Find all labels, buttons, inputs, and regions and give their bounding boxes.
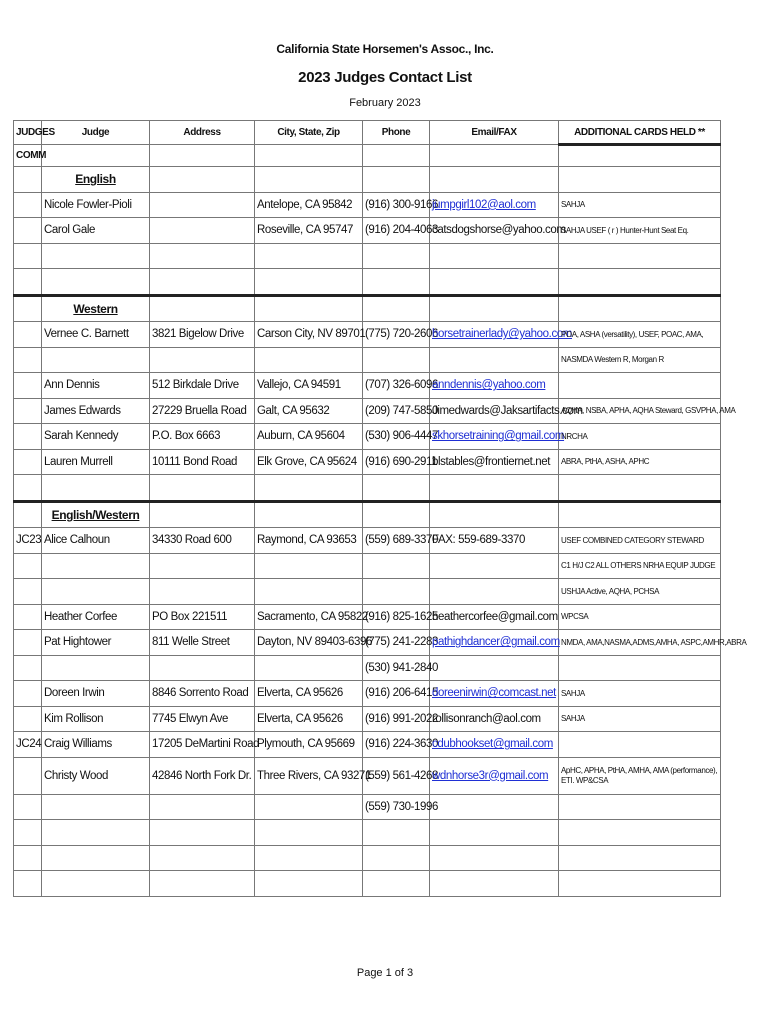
address-cell: 27229 Bruella Road — [150, 398, 255, 424]
email-cell: FAX: 559-689-3370 — [430, 528, 559, 554]
table-row — [14, 322, 721, 348]
phone-cell: (916) 991-2022 — [363, 706, 430, 732]
cards-cell — [559, 373, 721, 399]
col-header-comm: COMM — [14, 145, 42, 167]
table-row — [14, 192, 721, 218]
table-row — [14, 655, 721, 681]
empty-row — [14, 269, 721, 296]
city-cell: Antelope, CA 95842 — [255, 192, 363, 218]
col-header-email: Email/FAX — [430, 121, 559, 145]
cards-cell — [559, 655, 721, 681]
comm-cell — [14, 630, 42, 656]
judge-name-cell: Carol Gale — [42, 218, 150, 244]
cards-cell: NRCHA — [559, 424, 721, 450]
cards-cell: AQHA, NSBA, APHA, AQHA Steward, GSVPHA, AMA — [559, 398, 721, 424]
empty-row — [14, 243, 721, 269]
comm-cell — [14, 398, 42, 424]
table-row — [14, 630, 721, 656]
city-cell: Elk Grove, CA 95624 — [255, 449, 363, 475]
email-cell — [430, 655, 559, 681]
phone-cell: (707) 326-6096 — [363, 373, 430, 399]
section-english: English — [42, 167, 150, 193]
comm-cell — [14, 794, 42, 820]
phone-cell: (775) 720-2606 — [363, 322, 430, 348]
email-link[interactable]: pathighdancer@gmail.com — [432, 636, 560, 649]
phone-cell: (530) 906-4447 — [363, 424, 430, 450]
section-row — [14, 295, 721, 322]
cards-cell: ApHC, APHA, PtHA, AMHA, AMA (performance), ETI. WP&CSA — [559, 757, 721, 794]
comm-cell — [14, 579, 42, 605]
cards-cell: WPCSA — [559, 604, 721, 630]
city-cell: Three Rivers, CA 93271 — [255, 757, 363, 794]
email-link[interactable]: wdnhorse3r@gmail.com — [432, 769, 549, 782]
email-link[interactable]: skhorsetraining@gmail.com — [432, 430, 565, 443]
cards-cell: SAHJA — [559, 192, 721, 218]
table-row — [14, 528, 721, 554]
document-date: February 2023 — [349, 97, 421, 109]
email-cell — [430, 553, 559, 579]
city-cell: Sacramento, CA 95822 — [255, 604, 363, 630]
judge-name-cell — [42, 553, 150, 579]
email-cell: catsdogshorse@yahoo.com — [430, 218, 559, 244]
comm-cell — [14, 681, 42, 707]
address-cell: P.O. Box 6663 — [150, 424, 255, 450]
phone-cell: (916) 300-9166 — [363, 192, 430, 218]
city-cell: Dayton, NV 89403-6396 — [255, 630, 363, 656]
email-cell — [430, 681, 559, 707]
table-row — [14, 398, 721, 424]
comm-cell — [14, 322, 42, 348]
email-cell — [430, 192, 559, 218]
email-cell — [430, 322, 572, 348]
email-cell — [430, 424, 565, 450]
email-cell — [430, 347, 559, 373]
table-row — [14, 347, 721, 373]
judge-name-cell — [42, 794, 150, 820]
section-row — [14, 167, 721, 193]
judge-name-cell: Kim Rollison — [42, 706, 150, 732]
city-cell — [255, 553, 363, 579]
judge-name-cell: James Edwards — [42, 398, 150, 424]
col-header-judges: JUDGES — [14, 121, 42, 145]
empty-row — [14, 475, 721, 502]
address-cell: 512 Birkdale Drive — [150, 373, 255, 399]
city-cell: Carson City, NV 89701 — [255, 322, 363, 348]
judge-name-cell: Alice Calhoun — [42, 528, 150, 554]
cards-cell: C1 H/J C2 ALL OTHERS NRHA EQUIP JUDGE — [559, 553, 721, 579]
phone-cell — [363, 579, 430, 605]
address-cell — [150, 794, 255, 820]
cards-cell: USEF COMBINED CATEGORY STEWARD — [559, 528, 721, 554]
judge-name-cell — [42, 347, 150, 373]
address-cell: 42846 North Fork Dr. — [150, 757, 255, 794]
table-row — [14, 732, 721, 758]
judge-name-cell: Lauren Murrell — [42, 449, 150, 475]
judge-name-cell: Heather Corfee — [42, 604, 150, 630]
judge-name-cell: Doreen Irwin — [42, 681, 150, 707]
cards-cell: NMDA, AMA,NASMA,ADMS,AMHA, ASPC,AMHR,ABRA — [559, 630, 721, 656]
comm-cell — [14, 347, 42, 373]
email-link[interactable]: horsetrainerlady@yahoo.com — [432, 328, 572, 341]
cards-cell — [559, 732, 721, 758]
cards-cell: SAHJA USEF ( r ) Hunter-Hunt Seat Eq. — [559, 218, 721, 244]
phone-cell: (530) 941-2840 — [363, 655, 430, 681]
city-cell: Plymouth, CA 95669 — [255, 732, 363, 758]
email-cell: heathercorfee@gmail.com — [430, 604, 559, 630]
address-cell — [150, 553, 255, 579]
comm-cell — [14, 218, 42, 244]
email-cell: blstables@frontiernet.net — [430, 449, 559, 475]
col-header-city: City, State, Zip — [255, 121, 363, 145]
table-row — [14, 706, 721, 732]
phone-cell: (559) 689-3370 — [363, 528, 430, 554]
email-cell — [430, 579, 559, 605]
comm-cell — [14, 655, 42, 681]
city-cell: Galt, CA 95632 — [255, 398, 363, 424]
empty-row — [14, 845, 721, 871]
cards-cell: NASMDA Western R, Morgan R — [559, 347, 721, 373]
comm-cell — [14, 604, 42, 630]
city-cell — [255, 655, 363, 681]
comm-cell — [14, 449, 42, 475]
phone-cell: (916) 206-6415 — [363, 681, 430, 707]
judge-name-cell: Sarah Kennedy — [42, 424, 150, 450]
table-row — [14, 553, 721, 579]
section-english-western: English/Western — [42, 501, 150, 528]
city-cell: Raymond, CA 93653 — [255, 528, 363, 554]
table-row — [14, 424, 721, 450]
cards-cell: ABRA, PtHA, ASHA, APHC — [559, 449, 721, 475]
judge-name-cell: Ann Dennis — [42, 373, 150, 399]
judge-name-cell: Vernee C. Barnett — [42, 322, 150, 348]
phone-cell: (916) 825-1625 — [363, 604, 430, 630]
address-cell — [150, 192, 255, 218]
email-cell — [430, 630, 559, 656]
header-row-comm — [14, 145, 721, 167]
judge-name-cell: Craig Williams — [42, 732, 150, 758]
section-row — [14, 501, 721, 528]
email-cell — [430, 757, 559, 794]
comm-cell — [14, 192, 42, 218]
col-header-judge: Judge — [42, 121, 150, 145]
email-link[interactable]: anndennis@yahoo.com — [432, 379, 546, 392]
email-cell — [430, 373, 559, 399]
email-cell: rollisonranch@aol.com — [430, 706, 559, 732]
cards-cell: SAHJA — [559, 681, 721, 707]
email-cell — [430, 794, 559, 820]
phone-cell — [363, 347, 430, 373]
table-row — [14, 681, 721, 707]
section-western: Western — [42, 295, 150, 322]
page-number: Page 1 of 3 — [356, 967, 414, 979]
address-cell — [150, 579, 255, 605]
col-header-phone: Phone — [363, 121, 430, 145]
col-header-address: Address — [150, 121, 255, 145]
cards-cell — [559, 794, 721, 820]
city-cell — [255, 579, 363, 605]
email-link[interactable]: doreenirwin@comcast.net — [432, 687, 556, 700]
phone-cell: (775) 241-2283 — [363, 630, 430, 656]
phone-cell: (559) 730-1996 — [363, 794, 430, 820]
table-row — [14, 757, 721, 794]
email-cell — [430, 732, 559, 758]
city-cell: Elverta, CA 95626 — [255, 706, 363, 732]
phone-cell: (916) 690-2911 — [363, 449, 430, 475]
city-cell — [255, 794, 363, 820]
comm-cell — [14, 553, 42, 579]
city-cell — [255, 347, 363, 373]
comm-cell — [14, 757, 42, 794]
comm-cell: JC23 — [14, 528, 42, 554]
judge-name-cell: Pat Hightower — [42, 630, 150, 656]
phone-cell: (559) 561-4268 — [363, 757, 430, 794]
address-cell: 7745 Elwyn Ave — [150, 706, 255, 732]
header-row — [14, 121, 721, 145]
cards-cell: POA, ASHA (versatility), USEF, POAC, AMA, — [559, 322, 721, 348]
phone-cell: (916) 204-4063 — [363, 218, 430, 244]
phone-cell — [363, 553, 430, 579]
table-row — [14, 604, 721, 630]
phone-cell: (209) 747-5850 — [363, 398, 430, 424]
email-link[interactable]: jumpgirl102@aol.com — [432, 198, 536, 211]
address-cell — [150, 655, 255, 681]
judge-name-cell — [42, 579, 150, 605]
judge-name-cell: Christy Wood — [42, 757, 150, 794]
address-cell — [150, 347, 255, 373]
comm-cell: JC24 — [14, 732, 42, 758]
email-link[interactable]: cdubhookset@gmail.com — [432, 738, 553, 751]
col-header-cards: ADDITIONAL CARDS HELD ** — [559, 121, 721, 145]
cards-cell: SAHJA — [559, 706, 721, 732]
email-cell: Jimedwards@Jaksartifacts.com — [430, 398, 559, 424]
judges-table — [13, 120, 747, 897]
address-cell — [150, 218, 255, 244]
address-cell: 17205 DeMartini Road — [150, 732, 255, 758]
city-cell: Roseville, CA 95747 — [255, 218, 363, 244]
table-row — [14, 218, 721, 244]
document-title: 2023 Judges Contact List — [298, 69, 472, 86]
table-row — [14, 373, 721, 399]
table-row — [14, 579, 721, 605]
comm-cell — [14, 706, 42, 732]
empty-row — [14, 820, 721, 846]
judge-name-cell — [42, 655, 150, 681]
city-cell: Auburn, CA 95604 — [255, 424, 363, 450]
judge-name-cell: Nicole Fowler-Pioli — [42, 192, 150, 218]
empty-row — [14, 871, 721, 897]
address-cell: 8846 Sorrento Road — [150, 681, 255, 707]
organization-name: California State Horsemen's Assoc., Inc. — [276, 42, 494, 56]
address-cell: PO Box 221511 — [150, 604, 255, 630]
comm-cell — [14, 373, 42, 399]
comm-cell — [14, 424, 42, 450]
cards-cell: USHJA Active, AQHA, PCHSA — [559, 579, 721, 605]
address-cell: 34330 Road 600 — [150, 528, 255, 554]
table-row — [14, 794, 721, 820]
table-row — [14, 449, 721, 475]
city-cell: Vallejo, CA 94591 — [255, 373, 363, 399]
address-cell: 811 Welle Street — [150, 630, 255, 656]
city-cell: Elverta, CA 95626 — [255, 681, 363, 707]
phone-cell: (916) 224-3630 — [363, 732, 430, 758]
address-cell: 10111 Bond Road — [150, 449, 255, 475]
address-cell: 3821 Bigelow Drive — [150, 322, 255, 348]
